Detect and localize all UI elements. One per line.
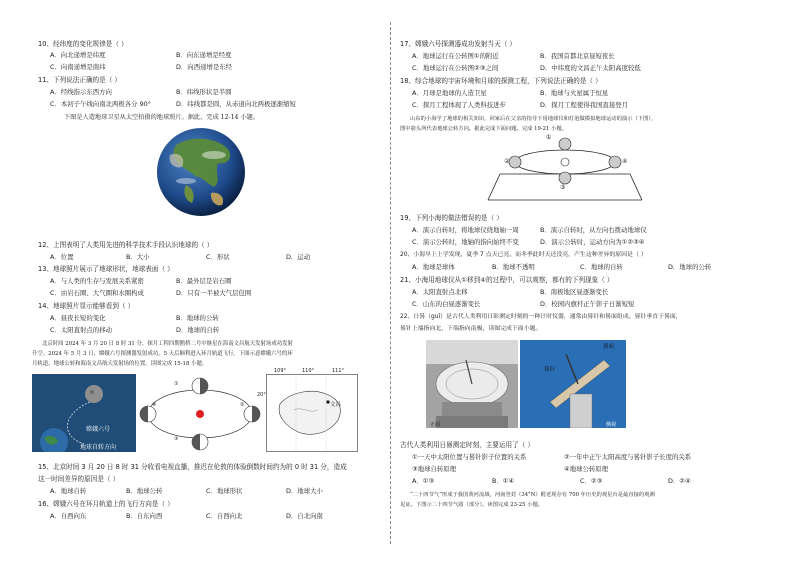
q21-option-b: B．南极地区昼逐渐变长 [540, 288, 609, 296]
q18-option-c: C．探月工程体现了人类科技进步 [412, 101, 506, 109]
right-column [400, 0, 770, 562]
intro-22-line1: 22、日晷（guǐ）是古代人类利用日影测定时刻的一种计时仪器，通常由晷针和晷面组成。晷针垂直于晷面， [400, 314, 682, 320]
q11-option-c: C．本初子午线向南北两极各分 90° [50, 100, 151, 108]
q19-option-c: C．演示公转时，地轴的指向始终不变 [412, 238, 519, 246]
q20-option-d: D．地球的公转 [668, 263, 712, 271]
q13-stem: 13、地球照片展示了地球形状，地球表面（ ） [38, 265, 174, 273]
q16-option-b: B．自东向西 [126, 512, 163, 520]
q16-option-c: C．自西向北 [206, 512, 243, 520]
demo-point-3: ③ [560, 184, 566, 191]
q20-stem: 20、小海早上上学发现，夏季 7 点天已亮，而冬季此时天还没亮，产生这种差异的原因是（ ） [400, 252, 647, 258]
q12-option-b: B．大小 [126, 253, 150, 261]
q13-option-d: D．只有一半被大气层包围 [176, 289, 252, 297]
sundial-side-tag: 侧视 [606, 422, 617, 428]
q17-stem: 17、嫦娥六号探测器成功发射当天（ ） [400, 40, 516, 48]
q22-option-c: C．②③ [580, 477, 603, 485]
q16-option-d: D．自北向南 [286, 512, 323, 520]
q11-option-d: D．纬线都是圆，从赤道向北两极逐渐缩短 [176, 100, 296, 108]
q22-statement-2: ②一年中正午太阳高度与晷针影子长度的关系 [564, 453, 692, 461]
q10-option-b: B．向东递增是经度 [176, 51, 232, 59]
q18-option-a: A．月球是地球的人造卫星 [412, 89, 487, 97]
change6-orbit-photo [32, 374, 136, 452]
earth-photo [156, 125, 246, 220]
q20-option-a: A．地球是球体 [412, 263, 455, 271]
q17-option-a: A．地球运行在公转图①的附近 [412, 52, 499, 60]
q11-stem: 11、下列说法正确的是（ ） [38, 76, 122, 84]
hainan-map [266, 374, 358, 452]
chang-e-label: 嫦娥六号 [86, 426, 111, 433]
q17-option-b: B．我国首都北京昼短夜长 [540, 52, 615, 60]
q19-option-d: D．演示公转时，运动方向为①②③④ [540, 238, 645, 246]
q22-statement-1: ①一天中太阳位置与晷针影子位置的关系 [412, 453, 527, 461]
q15-option-d: D．地球大小 [286, 487, 323, 495]
q19-option-b: B．演示自转时，从左向右拨动地球仪 [540, 226, 647, 234]
intro-22-line2: 晷针上端指向北，下端指向南极，读图完成下面小题。 [400, 326, 542, 332]
intro-23-25-line2: 见证。下图示二十四节气圆（部分）。读图完成 23-25 小题。 [400, 502, 544, 508]
q14-option-d: D．地球的自转 [176, 326, 220, 334]
q14-option-c: C．太阳直射点的移动 [50, 326, 112, 334]
intro-23-25-line1: “二十四节气”形成于我国黄河流域，河南登封（34°N）附近现存有 700 年历史的观星台是最直接的观测 [410, 492, 655, 498]
revolution-diagram [138, 374, 263, 454]
intro-19-21-line1: 山东的小海学了地球的相关知识，回家后在父亲的指导下用地球仪和灯泡做模拟地球运动的演示（下图）， [410, 116, 657, 122]
map-tick-111: 111° [332, 368, 345, 374]
q20-option-b: B．地球不透明 [492, 263, 535, 271]
q12-option-c: C．形状 [206, 253, 230, 261]
rotation-label: 地球自转方向 [80, 444, 117, 451]
left-column [28, 0, 380, 562]
q11-option-a: A．经线指示东西方向 [50, 88, 112, 96]
intro-12-14: 下图是人造地球卫星从太空拍摄的地球照片。据此，完成 12-14 小题。 [64, 114, 260, 121]
q12-option-a: A．位置 [50, 253, 74, 261]
q16-stem: 16、嫦娥六号在环月轨道上的飞行方向是（ ） [38, 500, 174, 508]
q13-option-a: A．与人类的生存与发展关系紧密 [50, 277, 144, 285]
q21-stem: 21、小海用地球仪从①移到④的过程中，可以观察，都有的下列现象（ ） [400, 276, 614, 284]
wenchang-label: 文昌 [330, 402, 342, 408]
q21-option-a: A．太阳直射点北移 [412, 288, 468, 296]
orbit-mark-3: ③ [174, 436, 179, 442]
q18-option-b: B．地球与火星属于恒星 [540, 89, 609, 97]
sundial-face-label: 晷面 [603, 344, 615, 350]
q10-stem: 10、经纬度的变化规律是（ ） [38, 40, 128, 48]
q20-option-c: C．地球的自转 [580, 263, 623, 271]
column-divider [390, 22, 391, 544]
sundial-front-tag: 正面 [430, 422, 441, 428]
q19-stem: 19、下列小海的做法错误的是（ ） [400, 214, 503, 222]
q22-option-d: D．②④ [668, 477, 691, 485]
map-tick-110: 110° [302, 368, 315, 374]
q22-option-b: B．①④ [492, 477, 515, 485]
q10-option-c: C．向南递增是南纬 [50, 63, 106, 71]
q14-option-a: A．昼夜长短的变化 [50, 314, 106, 322]
q22-option-a: A．①③ [412, 477, 435, 485]
q18-stem: 18、综合地球的宇宙环境和月球的探测工程，下列说法正确的是（ ） [400, 77, 602, 85]
q15-stem-line2: 这一时间差异的原因是（ ） [38, 475, 120, 483]
q19-option-a: A．演示自转时，将地球仪绕地轴一周 [412, 226, 519, 234]
q11-option-b: B．纬线形状是半圆 [176, 88, 232, 96]
orbit-mark-4: ④ [152, 402, 157, 408]
q13-option-b: B．最外层是岩石圈 [176, 277, 232, 285]
demo-point-1: ① [546, 134, 552, 141]
q21-option-c: C．山东的白昼逐渐变长 [412, 300, 481, 308]
demo-point-2: ② [504, 158, 510, 165]
q13-option-c: C．由岩石圈、大气圈和水圈构成 [50, 289, 144, 297]
q21-option-d: D．校园内旗杆正午影子日渐短短 [540, 300, 635, 308]
q14-stem: 14、地球照片显示能够看到（ ） [38, 302, 135, 310]
q10-option-a: A．向北递增是纬度 [50, 51, 106, 59]
intro-15-18-line1: 北京时间 2024 年 3 月 20 日 8 时 31 分，探月工程四期鹊桥二号中继星在海南文昌航天发射场成功发射 [42, 341, 293, 347]
q12-option-d: D．运动 [286, 253, 311, 261]
q22-statement-4: ④地球公转原理 [564, 465, 609, 473]
q15-option-c: C．地球形状 [206, 487, 243, 495]
intro-15-18-line3: 月轨道、地球公转和海南文昌航天发射场的位置。读图完成 15-18 小题。 [32, 361, 208, 367]
sundial-needle-label: 晷针 [544, 367, 556, 373]
q12-stem: 12、上图表明了人类用先进的科学技术手段认识地球的（ ） [38, 241, 214, 249]
q16-option-a: A．自西向东 [50, 512, 87, 520]
q15-stem-line1: 15、北京时间 3 月 20 日 8 时 31 分收看电视直播，推迟在伦敦的体验倒数时间约为的 0 时 31 分，造成 [38, 463, 347, 471]
globe-demo-diagram [480, 134, 650, 204]
orbit-mark-2: ② [240, 402, 245, 408]
q22-statement-3: ③地球自转原理 [412, 465, 457, 473]
demo-point-4: ④ [622, 158, 628, 165]
map-tick-20: 20° [257, 392, 266, 398]
sundial-side-view [520, 340, 626, 428]
q22-stem: 古代人类利用日晷测定时刻，主要运用了（ ） [400, 441, 534, 449]
intro-19-21-line2: 图中箭头所代表地球公转方向。据此完成下面问题。完成 19-21 小题。 [400, 126, 567, 132]
sundial-photo [426, 340, 518, 428]
map-tick-109: 109° [274, 368, 287, 374]
q14-option-b: B．地球的公转 [176, 314, 219, 322]
q18-option-d: D．探月工程使得我国直接登月 [540, 101, 628, 109]
q15-option-b: B．地球公转 [126, 487, 163, 495]
orbit-mark-1: ① [174, 381, 179, 387]
q17-option-d: D．中纬度的文昌正午太阳高度较低 [540, 64, 641, 72]
q15-option-a: A．地球自转 [50, 487, 87, 495]
q17-option-c: C．地球运行在公转图②③之间 [412, 64, 499, 72]
intro-15-18-line2: 升空。2024 年 5 月 3 日，嫦娥六号探测器发射成功，5 天后顺利进入环月轨道飞行。下图示意嫦娥六号的环 [32, 351, 293, 357]
q10-option-d: D．向西递增是东经 [176, 63, 233, 71]
